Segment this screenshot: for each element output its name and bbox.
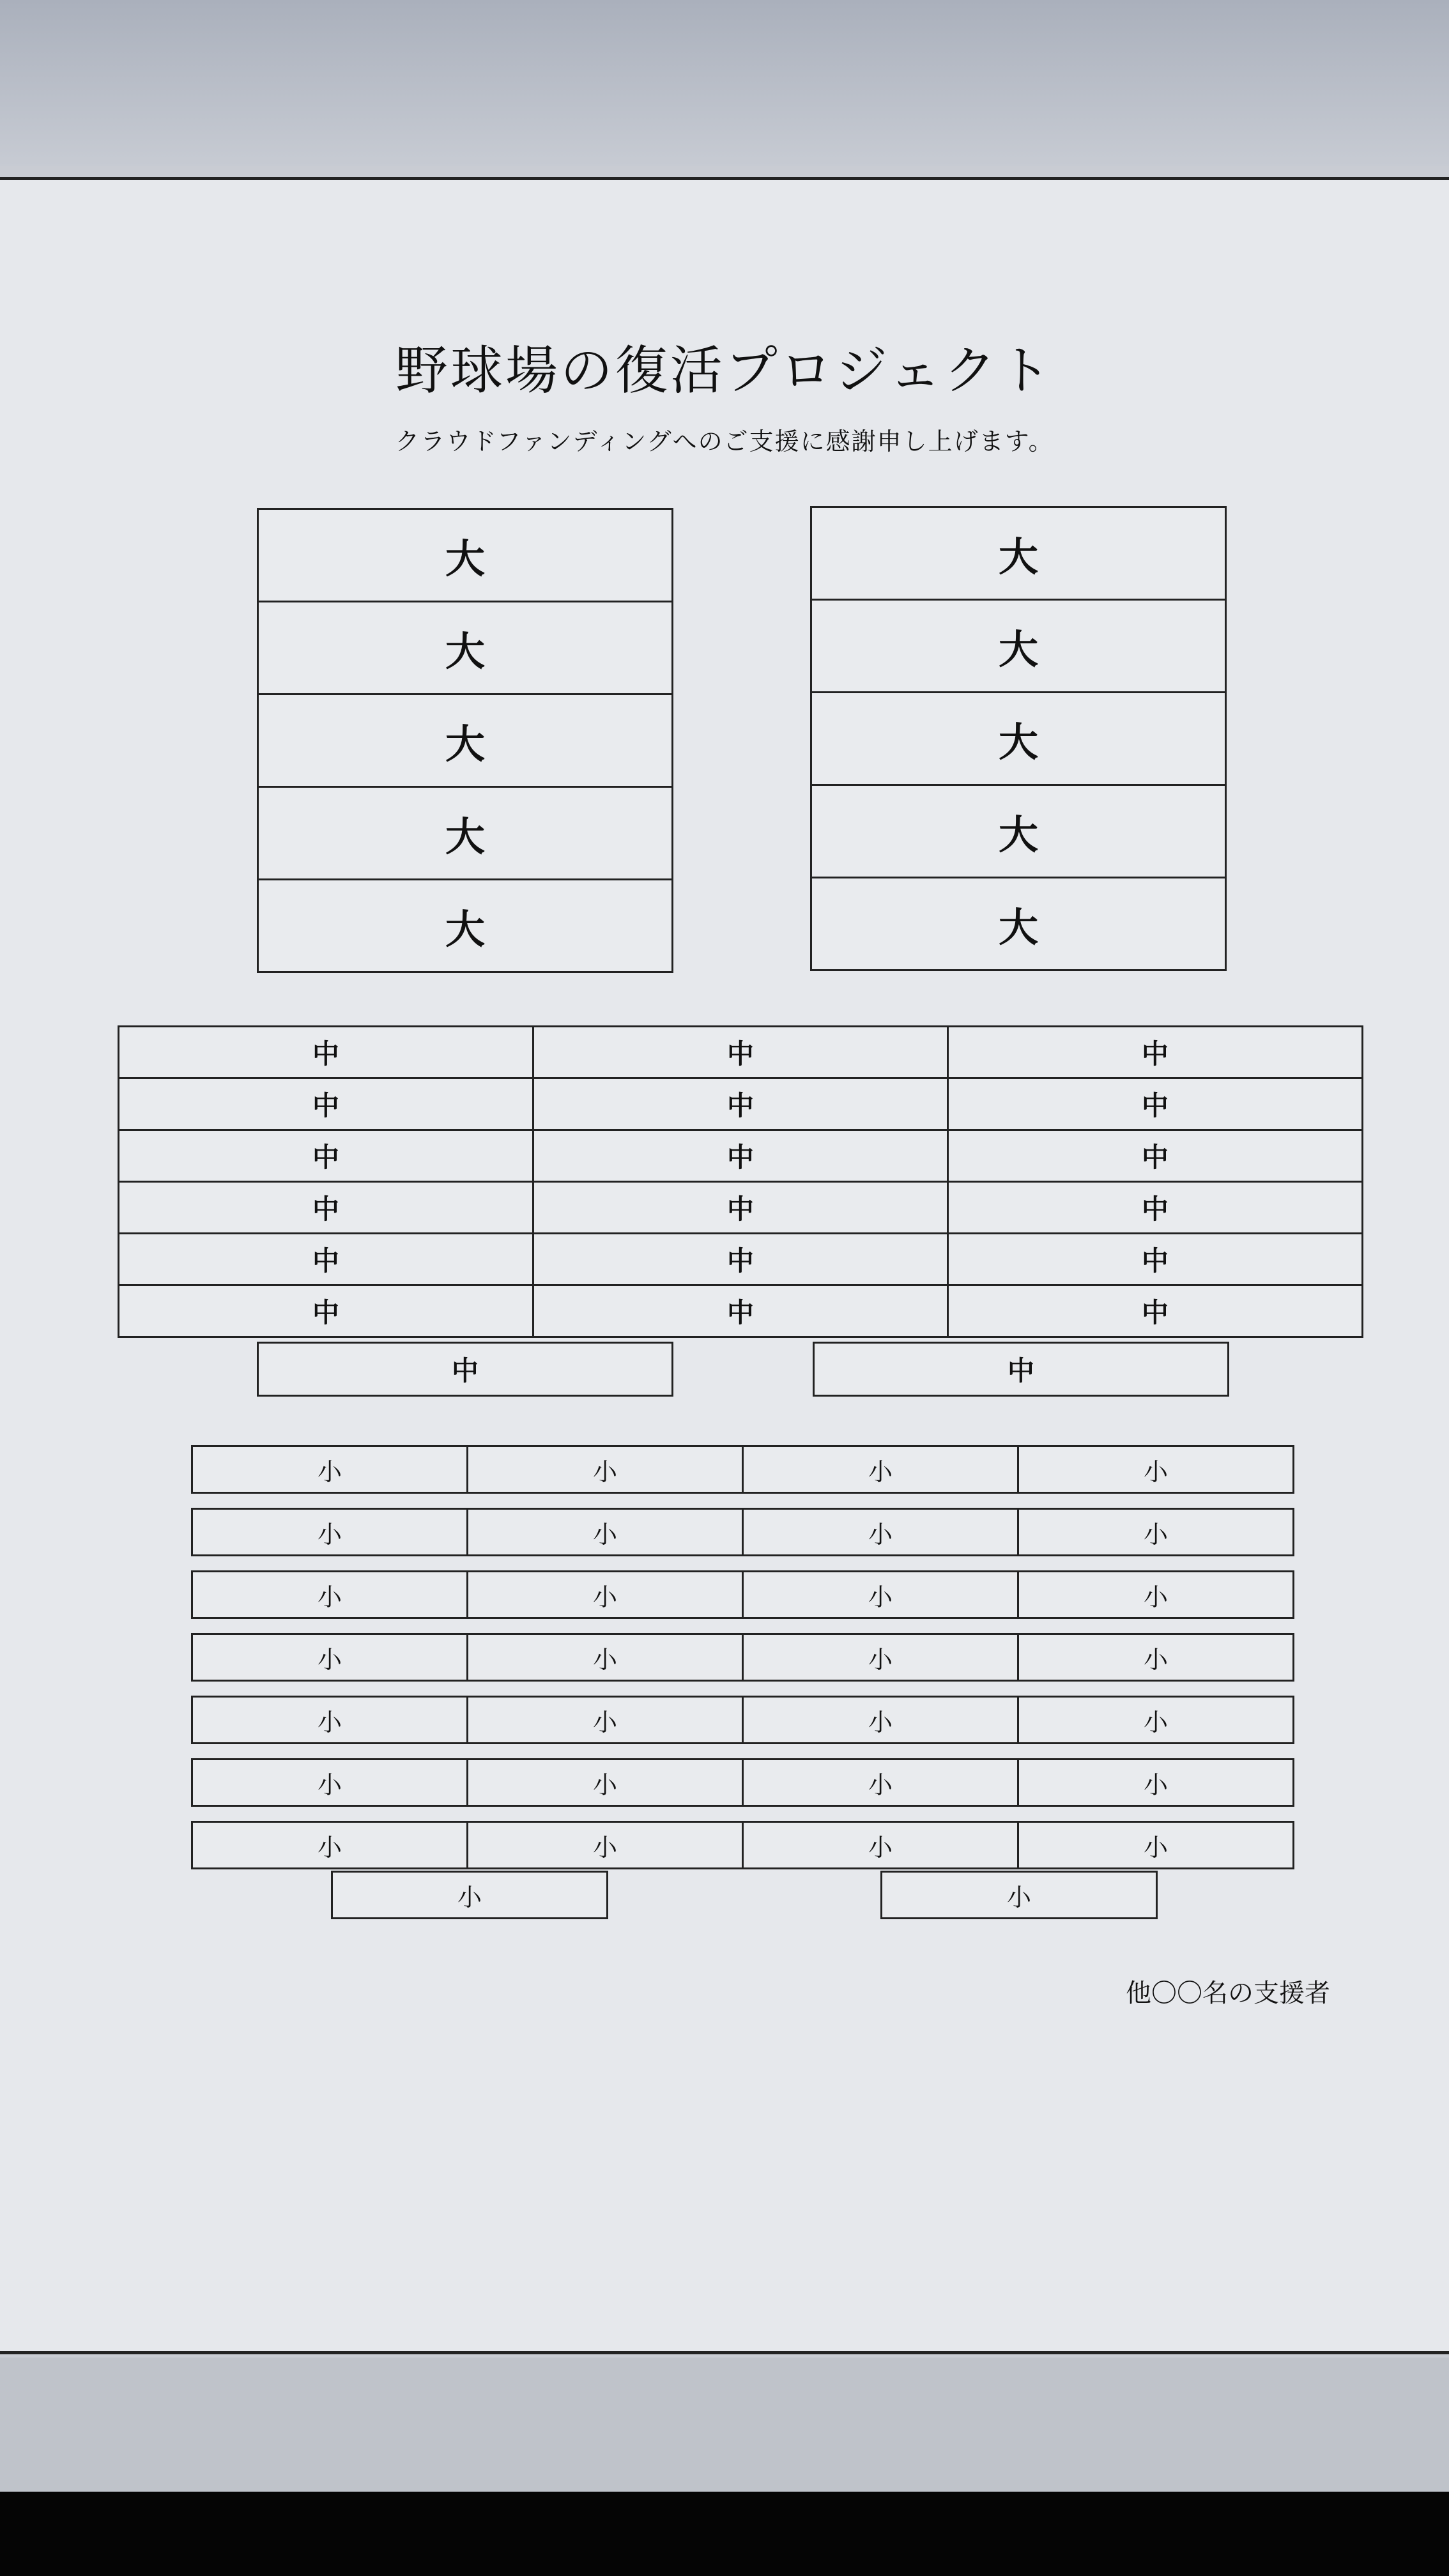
small-supporter-box: 小 [1017,1570,1294,1619]
small-supporter-box: 小 [1017,1758,1294,1807]
large-supporter-row [257,602,673,695]
large-supporter-box: 大 [257,786,673,880]
medium-supporter-box: 中 [947,1025,1363,1079]
small-supporter-box: 小 [466,1696,744,1744]
large-tier-right [810,508,1227,971]
medium-supporter-box: 中 [118,1232,534,1286]
large-supporter-box: 大 [810,877,1227,971]
medium-supporter-row [813,1342,1229,1397]
medium-supporter-box: 中 [118,1077,534,1131]
small-supporter-row [193,1696,1294,1744]
medium-supporter-box: 中 [947,1077,1363,1131]
small-supporter-box: 小 [466,1570,744,1619]
small-supporter-box: 小 [742,1570,1019,1619]
medium-supporter-row [119,1183,1363,1234]
small-supporter-box: 小 [742,1633,1019,1682]
small-supporter-box: 小 [331,1871,608,1919]
small-supporter-row [193,1445,1294,1494]
medium-supporter-box: 中 [947,1284,1363,1338]
small-supporter-box: 小 [191,1821,468,1869]
small-supporter-box: 小 [466,1445,744,1494]
small-supporter-box: 小 [1017,1445,1294,1494]
background-bottom [0,2358,1449,2492]
small-extra-left [331,1871,608,1919]
medium-supporter-row [119,1027,1363,1079]
background-top [0,0,1449,166]
other-supporters-note: 他〇〇名の支援者 [1126,1979,1330,2008]
medium-supporter-box: 中 [118,1284,534,1338]
medium-supporter-row [119,1131,1363,1183]
medium-supporter-box: 中 [947,1232,1363,1286]
small-supporter-box: 小 [742,1821,1019,1869]
medium-supporter-row [119,1079,1363,1131]
small-supporter-box: 小 [466,1758,744,1807]
small-supporter-box: 小 [742,1508,1019,1556]
small-supporter-box: 小 [191,1633,468,1682]
medium-supporter-row [119,1286,1363,1338]
small-supporter-box: 小 [191,1696,468,1744]
medium-supporter-box: 中 [118,1129,534,1183]
large-supporter-row [810,878,1227,971]
small-supporter-row [193,1508,1294,1556]
medium-supporter-box: 中 [532,1129,949,1183]
large-supporter-box: 大 [810,691,1227,786]
small-supporter-box: 小 [466,1821,744,1869]
small-supporter-box: 小 [1017,1633,1294,1682]
small-supporter-box: 小 [466,1508,744,1556]
medium-supporter-box: 中 [532,1284,949,1338]
medium-extra-right [813,1342,1229,1397]
page-bottom-rule [0,2351,1449,2354]
page-subtitle: クラウドファンディングへのご支援に感謝申し上げます。 [395,427,1054,456]
large-supporter-row [810,786,1227,878]
large-supporter-row [810,693,1227,786]
large-supporter-row [257,695,673,788]
large-supporter-box: 大 [257,508,673,602]
small-supporter-box: 小 [191,1508,468,1556]
small-supporter-box: 小 [1017,1696,1294,1744]
small-supporter-box: 小 [191,1758,468,1807]
small-supporter-row [193,1821,1294,1869]
large-supporter-row [810,508,1227,601]
medium-supporter-row [257,1342,673,1397]
large-tier-left [257,510,673,973]
small-extra-right [880,1871,1158,1919]
small-supporter-box: 小 [742,1696,1019,1744]
large-supporter-row [257,788,673,880]
large-supporter-row [257,510,673,602]
large-supporter-box: 大 [810,506,1227,601]
small-supporter-row [331,1871,608,1919]
medium-supporter-box: 中 [257,1342,673,1397]
small-supporter-box: 小 [880,1871,1158,1919]
medium-supporter-box: 中 [532,1077,949,1131]
medium-supporter-box: 中 [532,1232,949,1286]
small-supporter-box: 小 [191,1570,468,1619]
medium-supporter-box: 中 [947,1181,1363,1234]
small-supporter-box: 小 [1017,1508,1294,1556]
page-title: 野球場の復活プロジェクト [395,341,1054,401]
medium-supporter-box: 中 [532,1025,949,1079]
large-supporter-box: 大 [810,599,1227,693]
large-supporter-box: 大 [257,601,673,695]
medium-extra-left [257,1342,673,1397]
small-supporter-row [193,1758,1294,1807]
screen-bezel [0,2492,1449,2576]
small-supporter-box: 小 [466,1633,744,1682]
medium-tier-grid [119,1027,1363,1338]
large-supporter-box: 大 [810,784,1227,878]
large-supporter-box: 大 [257,878,673,973]
small-supporter-row [880,1871,1158,1919]
small-supporter-row [193,1633,1294,1682]
medium-supporter-box: 中 [813,1342,1229,1397]
small-supporter-box: 小 [742,1758,1019,1807]
medium-supporter-row [119,1234,1363,1286]
large-supporter-row [810,601,1227,693]
small-supporter-row [193,1570,1294,1619]
large-supporter-box: 大 [257,693,673,788]
small-supporter-box: 小 [191,1445,468,1494]
large-supporter-row [257,880,673,973]
small-tier-grid [193,1445,1294,1883]
small-supporter-box: 小 [742,1445,1019,1494]
medium-supporter-box: 中 [947,1129,1363,1183]
small-supporter-box: 小 [1017,1821,1294,1869]
medium-supporter-box: 中 [118,1181,534,1234]
medium-supporter-box: 中 [532,1181,949,1234]
medium-supporter-box: 中 [118,1025,534,1079]
